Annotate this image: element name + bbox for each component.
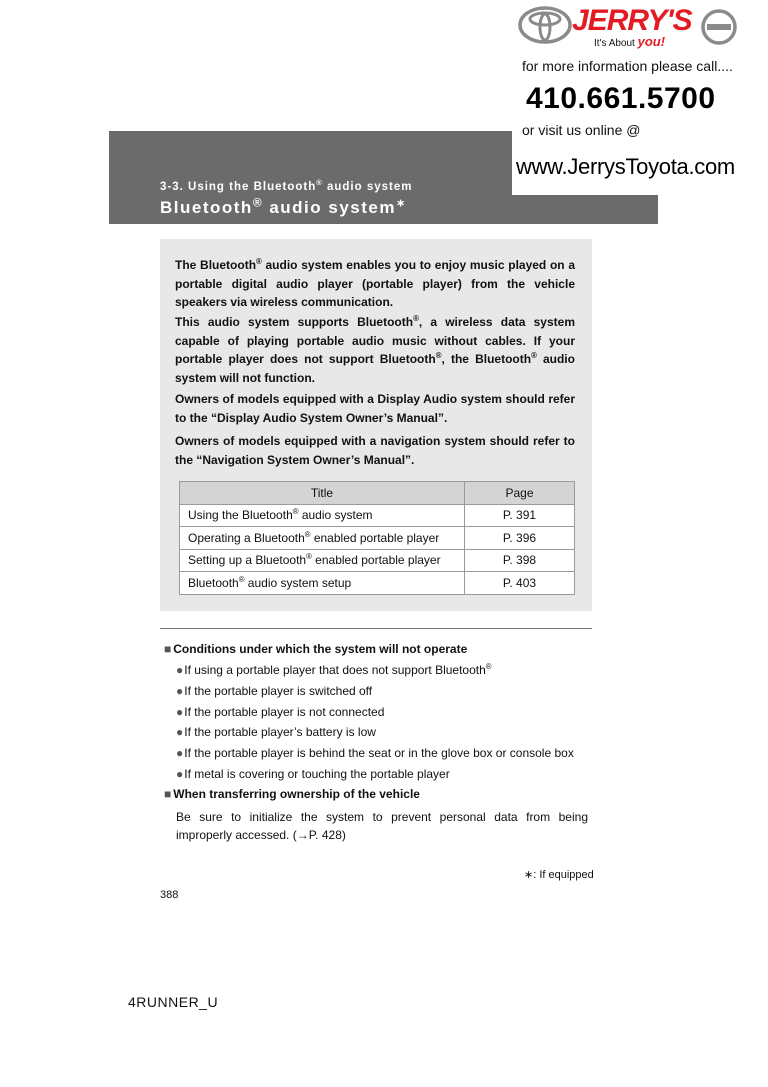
conditions-heading: ■ Conditions under which the system will not operate	[164, 642, 468, 656]
page-reference-link[interactable]: P. 428)	[308, 828, 346, 842]
list-item: ●If metal is covering or touching the portable player	[176, 767, 450, 781]
table-cell-page[interactable]: P. 391	[465, 504, 575, 527]
bullet-dot-icon: ●	[176, 746, 184, 760]
ad-visit-text: or visit us online @	[522, 122, 641, 138]
ownership-note: Be sure to initialize the system to prevent personal data from being improperly accessed. (→P. 428)	[176, 810, 588, 842]
bullet-dot-icon: ●	[176, 663, 184, 677]
dealer-logo-row	[512, 4, 742, 50]
intro-paragraph-4: Owners of models equipped with a navigation system should refer to the “Navigation System Owner’s Manual”.	[175, 434, 575, 467]
table-row[interactable]	[180, 572, 575, 595]
dealer-ad[interactable]	[512, 0, 742, 195]
table-cell-title: Using the Bluetooth® audio system	[180, 504, 465, 527]
arrow-icon: →	[296, 828, 309, 842]
ad-phone-number[interactable]: 410.661.5700	[526, 82, 716, 115]
dealer-tagline: It's About you!	[594, 34, 666, 49]
bullet-dot-icon: ●	[176, 684, 184, 698]
table-cell-title: Setting up a Bluetooth® enabled portable player	[180, 549, 465, 572]
bullet-dot-icon: ●	[176, 767, 184, 781]
square-bullet-icon: ■	[164, 642, 172, 656]
page-title: Bluetooth® audio system∗	[160, 195, 407, 217]
ownership-heading: ■ When transferring ownership of the vehicle	[164, 787, 420, 801]
table-header-page: Page	[465, 482, 575, 505]
table-cell-title: Operating a Bluetooth® enabled portable player	[180, 527, 465, 550]
square-bullet-icon: ■	[164, 787, 172, 801]
table-header-title: Title	[180, 482, 465, 505]
section-label: 3-3. Using the Bluetooth® audio system	[160, 178, 413, 193]
reference-table	[179, 481, 575, 595]
table-row[interactable]	[180, 549, 575, 572]
bullet-dot-icon: ●	[176, 705, 184, 719]
intro-paragraph-3: Owners of models equipped with a Display Audio system should refer to the “Display Audio System Owner’s Manual”.	[175, 392, 575, 425]
list-item: ●If the portable player is switched off	[176, 684, 373, 698]
intro-paragraph-1: The Bluetooth® audio system enables you to enjoy music played on a portable digital audio player (portable player) from the vehicle speakers via wireless communication.	[175, 257, 576, 309]
page-number: 388	[160, 889, 179, 901]
dealer-brand-name: JERRY'S	[572, 4, 692, 37]
table-cell-page[interactable]: P. 396	[465, 527, 575, 550]
bullet-dot-icon: ●	[176, 725, 184, 739]
ad-call-text: for more information please call....	[522, 58, 733, 74]
toyota-logo-icon	[518, 6, 572, 44]
table-cell-title: Bluetooth® audio system setup	[180, 572, 465, 595]
intro-paragraph-2: This audio system supports Bluetooth®, a wireless data system capable of playing portable audio music without cables. If your portable player does not support Bluetooth®, the Bluetooth® audio system will not function.	[175, 314, 575, 385]
list-item: ●If the portable player’s battery is low	[176, 725, 376, 739]
ad-website-link[interactable]: www.JerrysToyota.com	[516, 154, 735, 179]
section-divider	[160, 628, 592, 629]
list-item: ●If the portable player is behind the seat or in the glove box or console box	[176, 746, 574, 760]
table-row[interactable]	[180, 527, 575, 550]
table-cell-page[interactable]: P. 398	[465, 549, 575, 572]
table-cell-page[interactable]: P. 403	[465, 572, 575, 595]
document-code: 4RUNNER_U	[128, 994, 219, 1010]
footnote: ∗: If equipped	[524, 869, 594, 881]
table-row[interactable]	[180, 504, 575, 527]
table-header-row	[180, 482, 575, 505]
list-item: ●If using a portable player that does not support Bluetooth®	[176, 662, 492, 677]
scion-logo-icon	[700, 8, 738, 46]
list-item: ●If the portable player is not connected	[176, 705, 385, 719]
